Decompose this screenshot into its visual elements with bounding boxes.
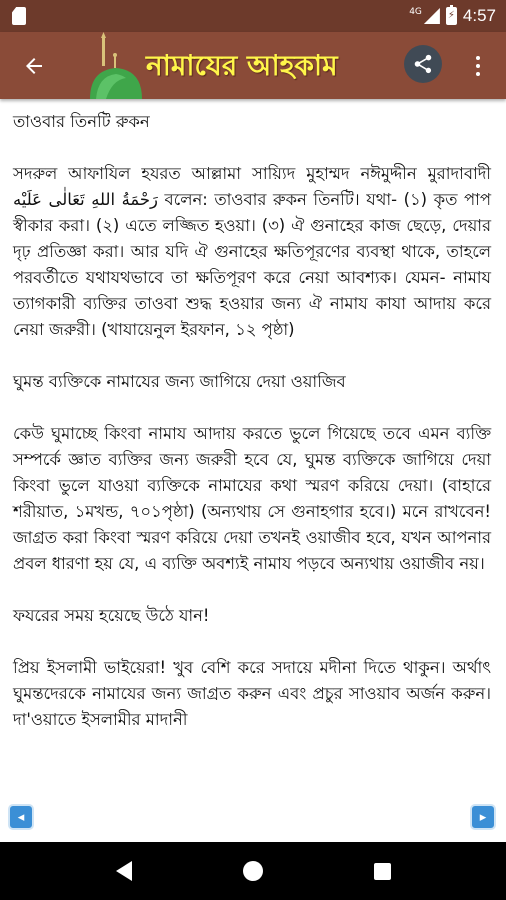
next-page-icon[interactable]: ▸ [470,804,496,830]
clock: 4:57 [462,6,496,25]
body-paragraph: সদরুল আফাযিল হযরত আল্লামা সায়্যিদ মুহাম্মদ নঈমুদ্দীন মুরাদাবাদী رَحْمَةُ اللهِ تَعَالٰی عَلَيْه বলেন: তাওবার রুকন তিনটি। যথা- (১) কৃত পাপ স্বীকার করা। (২) এতে লজ্জিত হওয়া। (৩) ঐ গুনাহের কাজ ছেড়ে, দেয়ার দৃঢ় প্রতিজ্ঞা করা। আর যদি ঐ গুনাহের ক্ষতিপূরণের ব্যবস্থা থাকে, তাহলে পরবর্তীতে যথাযথভাবে তা ক্ষতিপূরণ করে নেয়া আবশ্যক। যেমন- নামায ত্যাগকারী ব্যক্তির তাওবা শুদ্ধ হওয়ার জন্য ঐ নামায কাযা আদায় করে নেয়া জরুরী। (খাযায়েনুল ইরফান, ১২ পৃষ্ঠা) [13,164,491,339]
nav-back-icon[interactable] [116,861,132,881]
section-heading: ফযরের সময় হয়েছে উঠে যান! [13,606,210,625]
network-type: 4G [409,7,422,17]
article-content [0,99,506,842]
section-heading: ঘুমন্ত ব্যক্তিকে নামাযের জন্য জাগিয়ে দেয়া ওয়াজিব [13,372,346,391]
more-vert-icon[interactable] [468,50,488,82]
status-left [12,7,26,25]
app-bar [0,32,506,99]
system-navigation-bar [0,842,506,900]
arrow-back-icon[interactable] [18,50,50,82]
body-paragraph: প্রিয় ইসলামী ভাইয়েরা! খুব বেশি করে সদায়ে মদীনা দিতে থাকুন। অর্থাৎ ঘুমন্তদেরকে নামাযের জন্য জাগ্রত করুন এবং প্রচুর সাওয়াব অর্জন করুন। দা'ওয়াতে ইসলামীর মাদানী [13,658,491,729]
status-right [409,6,496,26]
mosque-dome-emblem [82,32,142,99]
battery-icon: ⚡ [446,7,457,25]
signal-icon [424,8,440,24]
share-icon[interactable] [404,45,442,83]
nav-home-icon[interactable] [243,861,263,881]
sim-card-icon [12,7,26,25]
nav-recents-icon[interactable] [374,863,391,880]
section-heading: তাওবার তিনটি রুকন [13,112,150,131]
prev-page-icon[interactable]: ◂ [8,804,34,830]
app-title: নামাযের আহকাম [146,49,338,82]
status-bar [0,0,506,32]
body-paragraph: কেউ ঘুমাচ্ছে কিংবা নামায আদায় করতে ভুলে গিয়েছে তবে এমন ব্যক্তি সম্পর্কে জ্ঞাত ব্যক্তির জন্য জরুরী হবে যে, ঘুমন্ত ব্যক্তিকে জাগিয়ে দেয়া কিংবা ভুলে যাওয়া ব্যক্তিকে নামাযের কথা স্মরণ করিয়ে দেয়া। (বাহারে শরীয়াত, ১মখন্ড, ৭০১পৃষ্ঠা) (অন্যথায় সে গুনাহগার হবে।) মনে রাখবেন! জাগ্রত করা কিংবা স্মরণ করিয়ে দেয়া তখনই ওয়াজীব হবে, যখন আপনার প্রবল ধারণা হয় যে, এ ব্যক্তি অবশ্যই নামায পড়বে অন্যথায় ওয়াজীব নয়। [13,424,491,573]
